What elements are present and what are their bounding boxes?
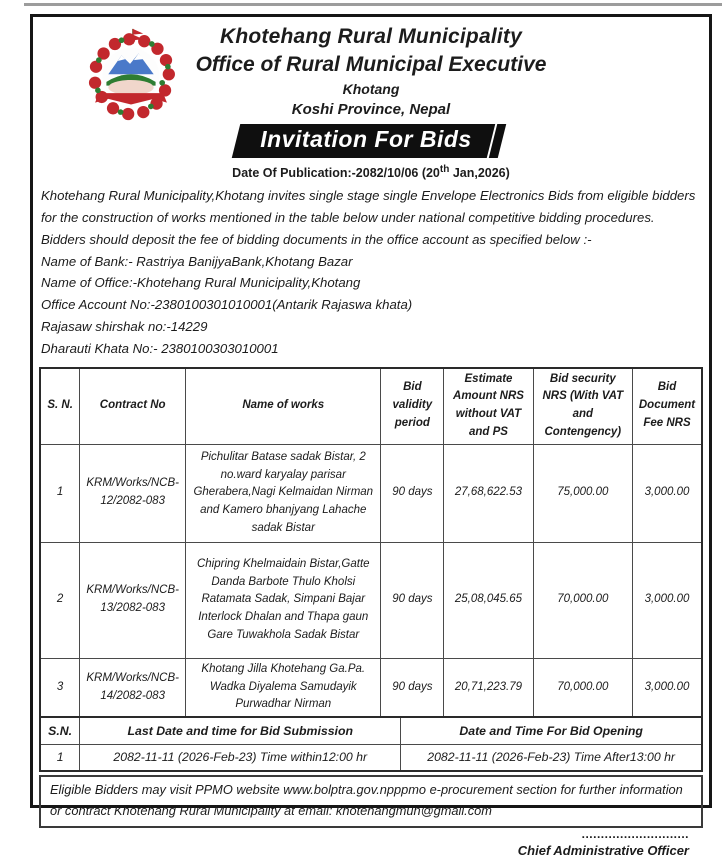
schedule-row [40,744,702,771]
cell-contract-no: KRM/Works/NCB-13/2082-083 [80,542,186,658]
schedule-cell-submission: 2082-11-11 (2026-Feb-23) Time within12:00 hr [80,744,401,771]
nepal-emblem-icon [83,27,179,131]
top-scan-rule [24,3,722,6]
province-title: Koshi Province, Nepal [291,101,451,118]
cell-fee: 3,000.00 [632,542,702,658]
cell-estimate: 25,08,045.65 [444,542,533,658]
publication-date-suffix: Jan,2026) [449,166,510,181]
schedule-cell-opening: 2082-11-11 (2026-Feb-23) Time After13:00 hr [401,744,702,771]
deposit-account-line: Dharauti Khata No:- 2380100303010001 [41,340,279,356]
bank-name-line: Name of Bank:- Rastriya BanijyaBank,Khotang Bazar [41,253,353,269]
office-name-line: Name of Office:-Khotehang Rural Municipality,Khotang [41,275,361,291]
publication-date-prefix: Date Of Publication:-2082/10/06 (20 [232,166,440,181]
signature-block [39,829,703,858]
cell-security: 70,000.00 [533,542,632,658]
header-bid-validity: Bid validity period [381,368,444,445]
municipality-logo [83,27,179,131]
cell-security: 75,000.00 [533,444,632,542]
bid-table-row [40,444,702,542]
cell-contract-no: KRM/Works/NCB-14/2082-083 [80,658,186,717]
header-contract-no: Contract No [80,368,186,445]
cell-work-name: Pichulitar Batase sadak Bistar, 2 no.ward karyalay parisar Gherabera,Nagi Kelmaidan Nirman and Kamero bhanjyang Lahache sadak Bistar [186,444,381,542]
header-name-of-works: Name of works [186,368,381,445]
header-bid-security: Bid security NRS (With VAT and Contengency) [533,368,632,445]
cell-validity: 90 days [381,658,444,717]
schedule-header-sn: S.N. [40,717,80,744]
signature-dotted-line: ............................ [581,827,689,842]
publication-date [39,164,703,180]
bid-table-row [40,542,702,658]
schedule-cell-sn: 1 [40,744,80,771]
header-document-fee: Bid Document Fee NRS [632,368,702,445]
intro-block [39,185,703,359]
cell-sn: 2 [40,542,80,658]
signatory-title: Chief Administrative Officer [517,843,689,858]
document-frame [30,14,712,858]
schedule-table [39,716,703,772]
office-title: Office of Rural Municipal Executive [195,53,547,76]
invitation-banner: Invitation For Bids [236,124,505,158]
header-sn: S. N. [40,368,80,445]
revenue-code-line: Rajasaw shirshak no:-14229 [41,318,208,334]
cell-work-name: Khotang Jilla Khotehang Ga.Pa. Wadka Diyalema Samudayik Purwadhar Nirman [186,658,381,717]
deposit-instruction-line: Bidders should deposit the fee of bidding documents in the office account as specified below :- [41,231,592,247]
cell-validity: 90 days [381,444,444,542]
bid-table-header-row [40,368,702,445]
account-number-line: Office Account No:-2380100301010001(Antarik Rajaswa khata) [41,297,413,313]
cell-fee: 3,000.00 [632,658,702,717]
cell-fee: 3,000.00 [632,444,702,542]
cell-work-name: Chipring Khelmaidain Bistar,Gatte Danda Barbote Thulo Kholsi Ratamata Sadak, Simpani Bajar Interlock Dhalan and Thapa gaun Gare Tuwakhola Sadak Bistar [186,542,381,658]
cell-contract-no: KRM/Works/NCB-12/2082-083 [80,444,186,542]
intro-paragraph: Khotehang Rural Municipality,Khotang invites single stage single Envelope Electronics Bids from eligible bidders for the construction of works mentioned in the table below under national competitive bidding procedures. [41,188,696,225]
publication-date-ordinal: th [439,164,450,175]
ppmo-note: Eligible Bidders may visit PPMO website www.bolptra.gov.npppmo e-procurement section for further information or contract Khotehang Rural Municipality at email: khotehangmun@gmail.com [39,775,703,828]
cell-estimate: 20,71,223.79 [444,658,533,717]
district-title: Khotang [342,81,400,97]
schedule-header-row [40,717,702,744]
cell-security: 70,000.00 [533,658,632,717]
header-estimate-amount: Estimate Amount NRS without VAT and PS [444,368,533,445]
cell-validity: 90 days [381,542,444,658]
cell-sn: 3 [40,658,80,717]
schedule-header-opening: Date and Time For Bid Opening [401,717,702,744]
cell-sn: 1 [40,444,80,542]
bid-table-row [40,658,702,717]
schedule-header-submission: Last Date and time for Bid Submission [80,717,401,744]
bid-table [39,367,703,719]
cell-estimate: 27,68,622.53 [444,444,533,542]
org-title: Khotehang Rural Municipality [220,25,522,48]
